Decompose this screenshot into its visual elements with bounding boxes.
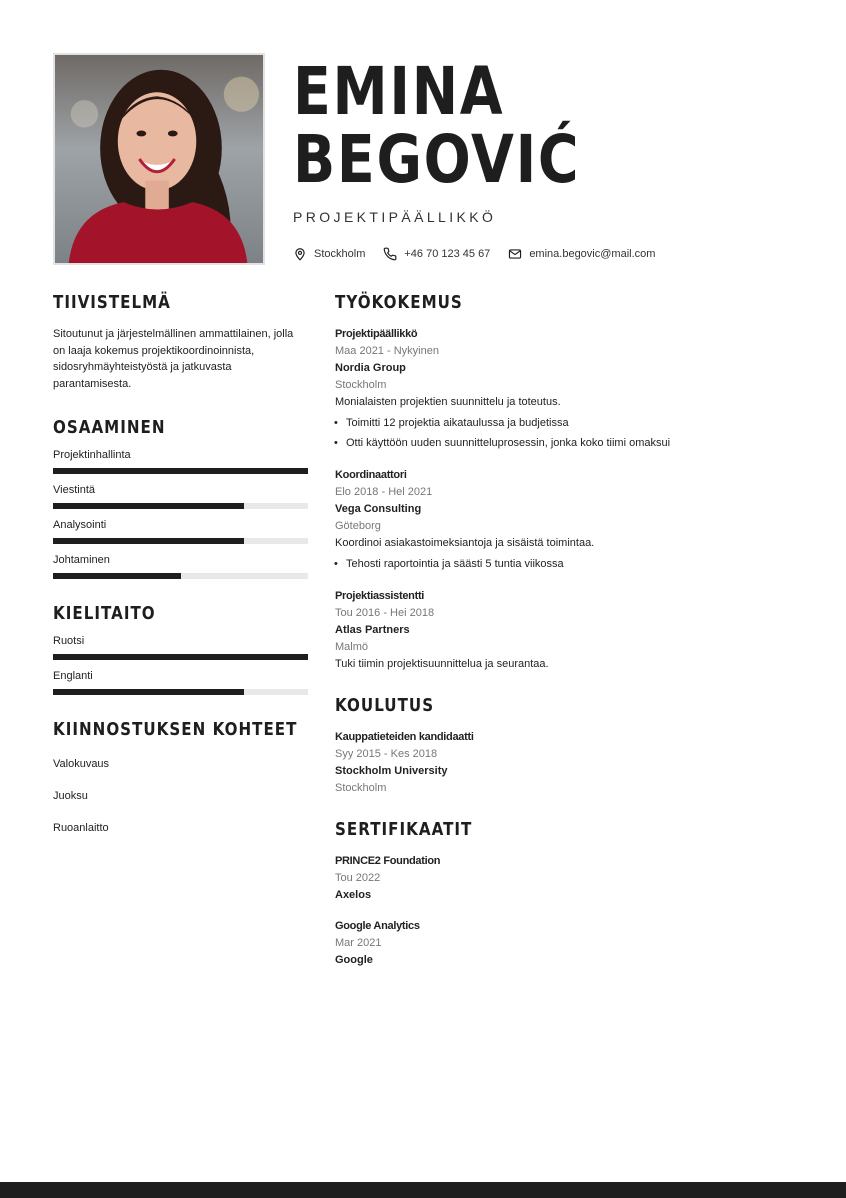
summary-section: [53, 292, 308, 392]
job-company: Vega Consulting: [335, 503, 422, 515]
skills-bar: [53, 538, 308, 544]
location-text: Stockholm: [314, 248, 366, 260]
phone-text: +46 70 123 45 67: [404, 248, 491, 260]
map-pin-icon: [293, 247, 307, 261]
full-name: [293, 53, 581, 198]
languages-bar: [53, 689, 308, 695]
job-description: Tuki tiimin projektisuunnittelua ja seurantaa.: [335, 658, 549, 670]
job-description: Monialaisten projektien suunnittelu ja toteutus.: [335, 396, 561, 408]
first-name: EMINA: [293, 53, 505, 130]
certificates-list: [335, 853, 735, 969]
skills-list: [53, 448, 308, 579]
job-company: Atlas Partners: [335, 624, 410, 636]
interests-section: [53, 719, 308, 835]
certificate-issuer: Google: [335, 954, 373, 966]
contact-email[interactable]: [508, 247, 655, 261]
skills-heading: OSAAMINEN: [53, 417, 166, 438]
job-bullets: [335, 413, 735, 453]
languages-list: [53, 634, 308, 695]
email-text: emina.begovic@mail.com: [529, 248, 656, 260]
languages-label: Ruotsi: [53, 635, 85, 647]
profile-photo: [53, 53, 265, 265]
job-bullet: • Tehosti raportointia ja säästi 5 tuntia viikossa: [335, 554, 735, 574]
languages-bar-fill: [53, 689, 244, 695]
mail-icon: [508, 247, 522, 261]
languages-bar: [53, 654, 308, 660]
interest-item: Juoksu: [53, 790, 88, 802]
job-entry: [335, 588, 735, 673]
interests-heading: KIINNOSTUKSEN KOHTEET: [53, 719, 298, 740]
job-entry: [335, 467, 735, 574]
job-title: Projektipäällikkö: [335, 328, 418, 340]
job-entry: [335, 326, 735, 453]
skills-bar-fill: [53, 468, 308, 474]
skills-bar-fill: [53, 503, 244, 509]
skills-label: Projektinhallinta: [53, 449, 131, 461]
education-list: [335, 729, 735, 797]
job-bullet: • Toimitti 12 projektia aikataulussa ja budjetissa: [335, 413, 735, 433]
skills-bar: [53, 503, 308, 509]
job-title: PROJEKTIPÄÄLLIKKÖ: [293, 209, 497, 225]
education-city: Stockholm: [335, 782, 387, 794]
job-description: Koordinoi asiakastoimeksiantoja ja sisäistä toimintaa.: [335, 537, 595, 549]
interest-item: Valokuvaus: [53, 758, 110, 770]
skills-label: Analysointi: [53, 519, 107, 531]
job-city: Göteborg: [335, 520, 381, 532]
languages-label: Englanti: [53, 670, 93, 682]
jobs-list: [335, 326, 735, 673]
certificate-date: Tou 2022: [335, 872, 381, 884]
education-entry: [335, 729, 735, 797]
certificates-section: [335, 819, 735, 969]
experience-heading: TYÖKOKEMUS: [335, 292, 463, 313]
left-column: [53, 292, 308, 835]
footer-bar: [0, 1182, 846, 1198]
languages-item: [53, 634, 308, 660]
summary-text: Sitoutunut ja järjestelmällinen ammattilainen, jolla on laaja kokemus projektikoordinoinnista, sidosryhmäyhteistyöstä ja jatkuvasta parantamisesta.: [53, 328, 294, 390]
certificates-heading: SERTIFIKAATIT: [335, 819, 473, 840]
languages-item: [53, 669, 308, 695]
skills-label: Viestintä: [53, 484, 95, 496]
skills-bar-fill: [53, 573, 181, 579]
job-bullet: • Otti käyttöön uuden suunnitteluprosessin, jonka koko tiimi omaksui: [335, 433, 735, 453]
job-dates: Tou 2016 - Hei 2018: [335, 607, 435, 619]
skills-bar: [53, 468, 308, 474]
skills-item: [53, 518, 308, 544]
education-section: [335, 695, 735, 797]
job-city: Stockholm: [335, 379, 387, 391]
job-bullets: [335, 554, 735, 574]
job-dates: Maa 2021 - Nykyinen: [335, 345, 439, 357]
skills-bar: [53, 573, 308, 579]
education-degree: Kauppatieteiden kandidaatti: [335, 731, 474, 743]
interest-item: Ruoanlaitto: [53, 822, 109, 834]
job-dates: Elo 2018 - Hel 2021: [335, 486, 433, 498]
certificate-entry: [335, 853, 735, 904]
languages-section: [53, 603, 308, 695]
skills-item: [53, 448, 308, 474]
phone-icon: [383, 247, 397, 261]
experience-section: [335, 292, 735, 673]
summary-heading: TIIVISTELMÄ: [53, 292, 171, 313]
education-dates: Syy 2015 - Kes 2018: [335, 748, 438, 760]
job-city: Malmö: [335, 641, 369, 653]
contact-phone[interactable]: [383, 247, 490, 261]
contact-location: [293, 247, 365, 261]
skills-section: [53, 417, 308, 579]
interests-list: [53, 757, 308, 835]
education-heading: KOULUTUS: [335, 695, 435, 716]
languages-heading: KIELITAITO: [53, 603, 156, 624]
job-title: Projektiassistentti: [335, 590, 425, 602]
certificate-name: PRINCE2 Foundation: [335, 855, 441, 867]
skills-item: [53, 553, 308, 579]
certificate-entry: [335, 918, 735, 969]
contact-info: [293, 247, 673, 261]
languages-bar-fill: [53, 654, 308, 660]
last-name: BEGOVIĆ: [293, 121, 581, 198]
certificate-date: Mar 2021: [335, 937, 382, 949]
certificate-issuer: Axelos: [335, 889, 372, 901]
skills-item: [53, 483, 308, 509]
job-company: Nordia Group: [335, 362, 406, 374]
education-school: Stockholm University: [335, 765, 448, 777]
skills-label: Johtaminen: [53, 554, 110, 566]
certificate-name: Google Analytics: [335, 920, 420, 932]
job-title: Koordinaattori: [335, 469, 407, 481]
right-column: [335, 292, 735, 969]
skills-bar-fill: [53, 538, 244, 544]
